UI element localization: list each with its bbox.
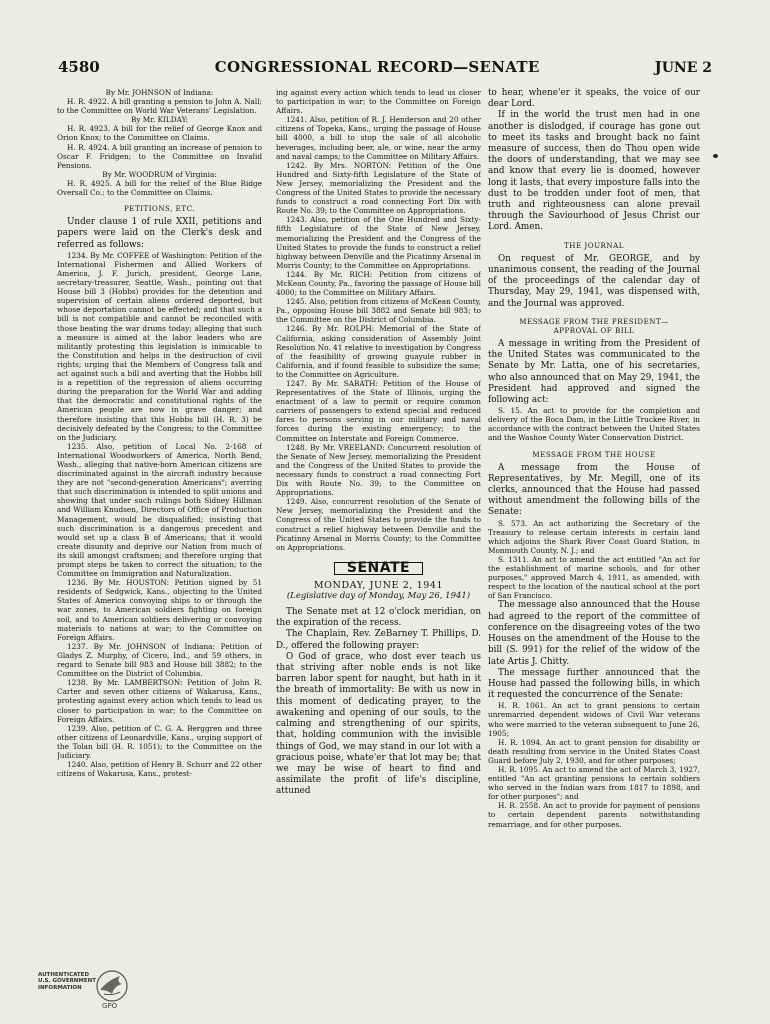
petition-entry: 1238. By Mr. LAMBERTSON: Petition of John R. Carter and seven other citizens of Wakarusa, Kans., protesting against every action which tends to lead us closer to participation in war; to the Committee on Foreign Affairs. — [57, 678, 262, 724]
senate-heading: SENATE — [334, 562, 423, 575]
page-date: JUNE 2 — [654, 58, 712, 76]
ink-speck — [713, 154, 718, 158]
petition-entry: 1249. Also, concurrent resolution of the Senate of New Jersey, memorializing the President and the Congress of the United States to provide the funds to construct a relief highway between Denville and the Picatinny Arsenal in Morris County; to the Committee on Appropriations. — [276, 497, 481, 552]
petition-entry: 1240. Also, petition of Henry B. Schurr and 22 other citizens of Wakarusa, Kans., protest- — [57, 760, 262, 779]
petition-entry: 1237. By Mr. JOHNSON of Indiana: Petition of Gladys Z. Murphy, of Cicero, Ind., and 59 others, in regard to Senate bill 983 and House bill 3882; to the Committee on the District of Columbia. — [57, 641, 262, 679]
bill-entry: H. R. 4924. A bill granting an increase of pension to Oscar F. Fridgen; to the Committee on Invalid Pensions. — [57, 142, 262, 170]
column-2 — [276, 88, 481, 973]
body-paragraph: The Chaplain, Rev. ZeBarney T. Phillips, D. D., offered the following prayer: — [276, 629, 481, 651]
petition-entry: 1243. Also, petition of the One Hundred and Sixty-fifth Legislature of the State of New Jersey, memorializing the President and the Congress of the United States to provide the funds to construct a relief highway between Denville and the Picatinny Arsenal in Morris County; to the Committee on Appropriations. — [276, 215, 481, 270]
prayer-paragraph: O God of grace, who dost ever teach us that striving after noble ends is not like barren labor spent for naught, but hath in it the breath of immortality: Be with us now in this moment of dedicating prayer, to the awakening and opening of our souls, to the calming and strengthening of our spirits, that, holding communion with the invisible things of God, we may stand in our lot with a gracious poise, whate'er that lot may be; that we may be wise of heart to find and assimilate the profit of life's discipline, attuned — [276, 651, 481, 797]
page-number: 4580 — [58, 58, 100, 76]
bill-entry: H. R. 4925. A bill for the relief of the Blue Ridge Oversall Co.; to the Committee on Claims. — [57, 178, 262, 198]
bill-entry: H. R. 1061. An act to grant pensions to certain unremarried dependent widows of Civil War veterans who were married to the veteran subsequent to June 26, 1905; — [488, 701, 700, 738]
body-paragraph: The message also announced that the House had agreed to the report of the committee of conference on the disagreeing votes of the two Houses on the amendment of the House to the bill (S. 991) for the relief of the widow of the late Artis J. Chitty. — [488, 600, 700, 667]
session-date: MONDAY, JUNE 2, 1941 — [313, 579, 444, 591]
prayer-paragraph: to hear, whene'er it speaks, the voice of our dear Lord. — [488, 88, 700, 110]
petition-entry: 1244. By Mr. RICH: Petition from citizens of McKean County, Pa., favoring the passage of House bill 4000; to the Committee on Military Affairs. — [276, 269, 481, 298]
body-paragraph: On request of Mr. GEORGE, and by unanimous consent, the reading of the Journal of the proceedings of the calendar day of Thursday, May 29, 1941, was dispensed with, and the Journal was approved. — [488, 253, 700, 309]
intro-paragraph: Under clause 1 of rule XXII, petitions and papers were laid on the Clerk's desk and referred as follows: — [57, 217, 262, 250]
gpo-caption: GPO — [102, 1002, 118, 1010]
body-paragraph: A message from the House of Representatives, by Mr. Megill, one of its clerks, announced that the House had passed without amendment the following bills of the Senate: — [488, 462, 700, 518]
bill-entry: S. 573. An act authorizing the Secretary of the Treasury to release certain interests in certain land which adjoins the Shark River Coast Guard Station, in Monmouth County, N. J.; and — [488, 518, 700, 555]
petition-entry: 1239. Also, petition of C. G. A. Berggren and three other citizens of Leonardville, Kans., urging support of the Tolan bill (H. R. 1051); to the Committee on the Judiciary. — [57, 723, 262, 760]
section-heading-message-president: MESSAGE FROM THE PRESIDENT— — [519, 316, 669, 326]
page-header — [58, 58, 712, 84]
bill-entry: H. R. 2558. An act to provide for payment of pensions to certain dependent parents notwithstanding remarriage, and for other purposes. — [488, 801, 700, 829]
eagle-logo-icon — [90, 968, 134, 1004]
petition-entry: 1248. By Mr. VREELAND: Concurrent resolution of the Senate of New Jersey, memorializing the President and the Congress of the United States to provide the necessary funds to construct a road connecting Fort Dix with Route No. 39; to the Committee on Appropriations. — [276, 442, 481, 498]
bill-entry: H. R. 1095. An act to amend the act of March 3, 1927, entitled "An act granting pensions to certain soldiers who served in the Indian wars from 1817 to 1898, and for other purposes"; and — [488, 764, 700, 802]
gpo-authentication-text: AUTHENTICATED U.S. GOVERNMENT INFORMATION — [38, 972, 96, 991]
petition-entry: 1242. By Mrs. NORTON: Petition of the One Hundred and Sixty-fifth Legislature of the State of New Jersey, memorializing the President and the Congress of the United States to provide the necessary funds to construct a road connecting Fort Dix with Route No. 39; to the Committee on Appropriations. — [276, 160, 481, 216]
section-heading-journal: THE JOURNAL — [564, 240, 624, 250]
member-heading: By Mr. WOODRUM of Virginia: — [102, 169, 217, 179]
member-heading: By Mr. JOHNSON of Indiana: — [105, 88, 214, 97]
section-heading-petitions: PETITIONS, ETC. — [124, 204, 195, 214]
section-subheading-approval: APPROVAL OF BILL — [553, 325, 635, 335]
petition-entry: ing against every action which tends to lead us closer to participation in war; to the Committee on Foreign Affairs. — [276, 88, 481, 116]
member-heading: By Mr. KILDAY: — [131, 115, 188, 125]
page-title: CONGRESSIONAL RECORD—SENATE — [214, 58, 540, 76]
bill-entry: H. R. 4922. A bill granting a pension to John A. Nall; to the Committee on World War Veterans' Legislation. — [57, 97, 262, 116]
petition-entry: 1235. Also, petition of Local No. 2-168 of International Woodworkers of America, North Bend, Wash., alleging that native-born American citizens are discriminated against in the aircraft industry because they are not "second-generation Americans"; averring that such discrimination is intended to split unions and showing that under such rulings both Sidney Hillman and William Knudsen, Directors of Office of Production Management, would be disqualified; insisting that such discrimination is a dangerous precedent and would set up a class B of Americans; that it would create disunity and deprive our Nation from much of its skill amongst craftsmen; and therefore urging that prompt steps be taken to correct the situation; to the Committee on Immigration and Naturalization. — [57, 441, 262, 579]
bill-entry: H. R. 1094. An act to grant pension for disability or death resulting from service in the United States Coast Guard before July 2, 1930, and for other purposes; — [488, 737, 700, 765]
body-paragraph: The message further announced that the House had passed the following bills, in which it requested the concurrence of the Senate: — [488, 667, 700, 701]
legislative-day: (Legislative day of Monday, May 26, 1941) — [286, 590, 471, 601]
prayer-paragraph: If in the world the trust men had in one another is dislodged, if courage has gone out to meet its tasks and brought back no faint measure of success, then do Thou open wide the doors of understanding, that we may see and know that every lie is doomed, however long it lasts, that every imposture falls into the dust to be trodden under foot of men, that truth and righteousness can alone prevail through the Saviourhood of Jesus Christ our Lord. Amen. — [488, 110, 700, 233]
petition-entry: 1236. By Mr. HOUSTON: Petition signed by 51 residents of Sedgwick, Kans., objecting to the United States of America convoying ships to or through the war zones, to American soldiers fighting on foreign soil, and to American soldiers delivering or convoying materials to nations at war; to the Committee on Foreign Affairs. — [57, 578, 262, 642]
petition-entry: 1245. Also, petition from citizens of McKean County, Pa., opposing House bill 3882 and Senate bill 983; to the Committee on the District of Columbia. — [276, 297, 481, 325]
bill-entry: S. 1311. An act to amend the act entitled "An act for the establishment of marine schools, and for other purposes," approved March 4, 1911, as amended, with respect to the location of the nautical school at the port of San Francisco. — [488, 555, 700, 601]
bill-entry: H. R. 4923. A bill for the relief of George Knox and Orion Knox; to the Committee on Claims. — [57, 124, 262, 143]
petition-entry: 1241. Also, petition of R. J. Henderson and 20 other citizens of Topeka, Kans., urging the passage of House bill 4000, a bill to stop the sale of all alcoholic beverages, including beer, ale, or wine, near the army and naval camps; to the Committee on Military Affairs. — [276, 115, 481, 161]
bill-entry: S. 15. An act to provide for the completion and delivery of the Boca Dam, in the Little Truckee River, in accordance with the contract between the United States and the Washoe County Water Conservation District. — [488, 406, 700, 443]
section-heading-message-house: MESSAGE FROM THE HOUSE — [532, 449, 656, 459]
gpo-authentication-mark — [38, 968, 128, 1018]
senate-heading-box — [276, 559, 481, 576]
column-3 — [488, 88, 700, 973]
column-1 — [57, 88, 262, 973]
body-paragraph: The Senate met at 12 o'clock meridian, on the expiration of the recess. — [276, 607, 481, 629]
petition-entry: 1234. By Mr. COFFEE of Washington: Petition of the International Fishermen and Allied Workers of America, J. F. Jurich, president, George Lane, secretary-treasurer, Seattle, Wash., pointing out that House bill 3 (Hobbs) provides for the detention and supervision of certain aliens ordered deported, but whose deportation cannot be effected; and that such a bill is not compatible and cannot be reconciled with those beating the war drums today; alleging that such a measure is aimed at the labor leaders who are militantly protesting this legislation is inimicable to the Constitution and helps in the destruction of civil rights; urging that the Members of Congress talk and act against such a bill and averting that the Hobbs bill is a repetition of the repression of aliens occurring during the preparation for the World War and adding that the democratic and constitutional rights of the American people are now in grave danger; and therefore insisting that this Hobbs bill (H. R. 3) be decisively defeated by the Congress; to the Committee on the Judiciary. — [57, 250, 262, 442]
petition-entry: 1247. By Mr. SABATH: Petition of the House of Representatives of the State of Illinois, urging the enactment of a law to permit or require common carriers of passengers to extend special and reduced fares to persons serving in our military and naval forces during the existing emergency; to the Committee on Interstate and Foreign Commerce. — [276, 379, 481, 443]
body-paragraph: A message in writing from the President of the United States was communicated to the Senate by Mr. Latta, one of his secretaries, who also announced that on May 29, 1941, the President had approved and signed the following act: — [488, 338, 700, 405]
petition-entry: 1246. By Mr. ROLPH: Memorial of the State of California, asking consideration of Assembly Joint Resolution No. 41 relative to investigation by Congress of the feasibility of growing guayule rubber in California, and if found feasible to subsidize the same; to the Committee on Agriculture. — [276, 324, 481, 379]
